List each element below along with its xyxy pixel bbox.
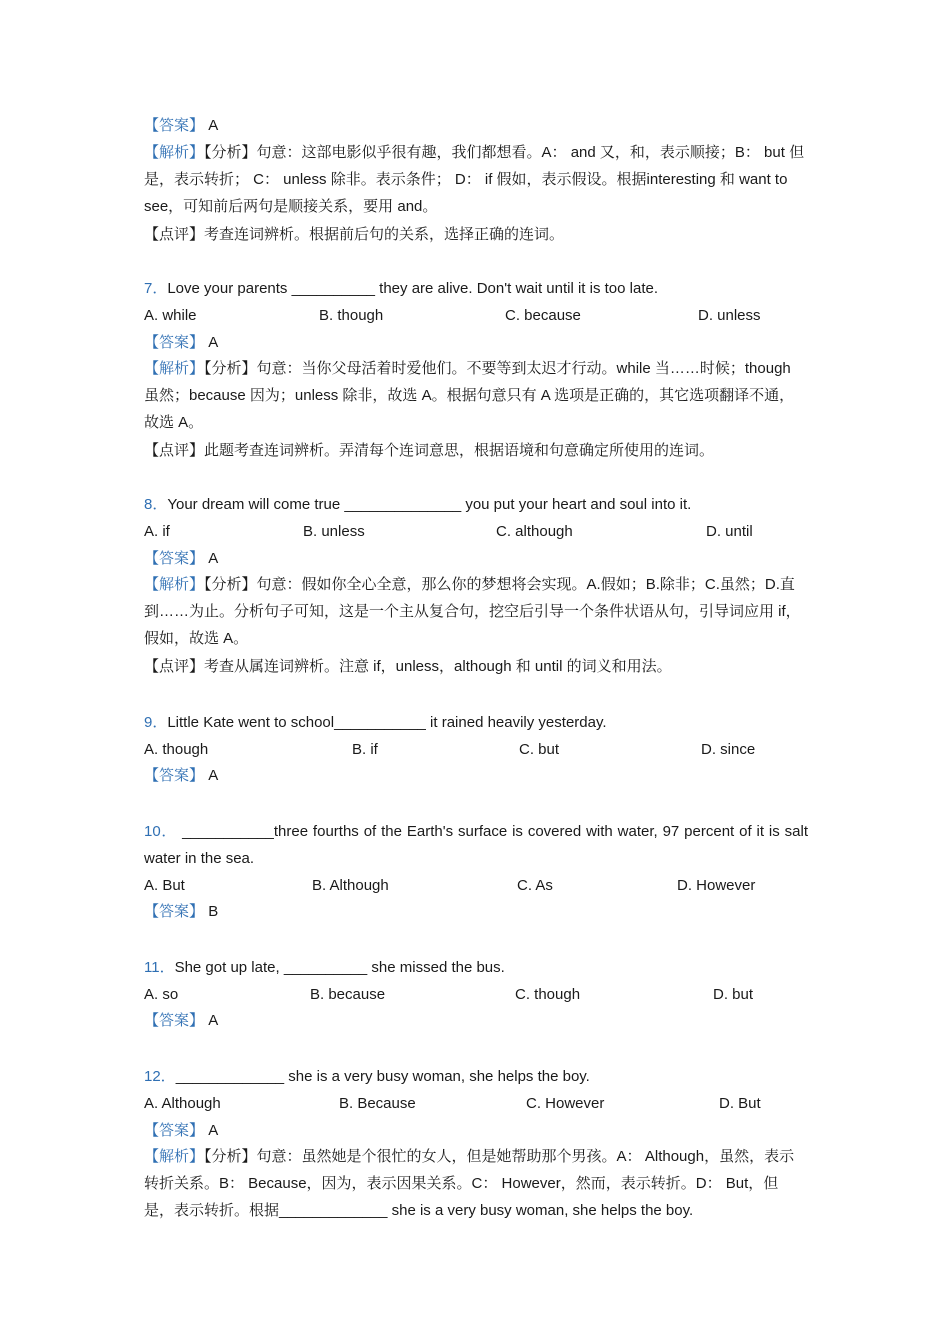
answer-value: A — [208, 1012, 219, 1029]
option-d: D. unless — [698, 307, 761, 324]
answer-tag: 【答案】 — [144, 903, 205, 920]
option-c: C. but — [519, 741, 560, 758]
question-9-options — [144, 740, 808, 760]
option-c: C. because — [505, 307, 581, 324]
analysis-paragraph — [144, 571, 808, 652]
answer-value: A — [208, 550, 219, 567]
analysis-tag: 【解析】 — [144, 360, 205, 377]
question-10-stem — [144, 818, 808, 872]
question-text: _____________ she is a very busy woman, she helps the boy. — [175, 1068, 590, 1085]
answer-value: A — [208, 117, 219, 134]
option-d: D. But — [719, 1095, 761, 1112]
question-number: 11． — [144, 959, 175, 976]
question-10-options — [144, 876, 808, 896]
question-7-options — [144, 306, 808, 326]
question-8-stem — [144, 495, 691, 515]
analysis-text: 【分析】句意：虽然她是个很忙的女人，但是她帮助那个男孩。A： Although，虽然，表示转折关系。B： Because，因为，表示因果关系。C： However，然而，表示转折。D： But，但是，表示转折。根据_____________ she is a very busy woman, she helps the boy. — [144, 1148, 795, 1219]
answer-tag: 【答案】 — [144, 550, 205, 567]
analysis-tag: 【解析】 — [144, 144, 205, 161]
comment-line: 【点评】此题考查连词辨析。弄清每个连词意思，根据语境和句意确定所使用的连词。 — [144, 442, 715, 459]
option-c: C. However — [526, 1095, 605, 1112]
analysis-text: 【分析】句意：当你父母活着时爱他们。不要等到太迟才行动。while 当……时候；though 虽然；because 因为；unless 除非，故选 A。根据句意只有 A 选项是正确的，其它选项翻译不通，故选 A。 — [144, 360, 795, 431]
option-b: B. because — [310, 986, 386, 1003]
option-a: A. if — [144, 523, 170, 540]
question-11-stem — [144, 958, 505, 978]
analysis-text: 【分析】句意：这部电影似乎很有趣，我们都想看。A： and 又，和，表示顺接；B： but 但是，表示转折； C： unless 除非。表示条件； D： if 假如，表示假设。根据interesting 和 want to see，可知前后两句是顺接关系，要用 and。 — [144, 144, 805, 215]
analysis-paragraph — [144, 1143, 808, 1224]
question-number: 8． — [144, 496, 168, 513]
answer-value: A — [208, 767, 219, 784]
option-c: C. though — [515, 986, 581, 1003]
answer-tag: 【答案】 — [144, 1122, 205, 1139]
question-text: ___________three fourths of the Earth's surface is covered with water, 97 percent of it is salt water in the sea. — [144, 823, 809, 867]
option-c: C. As — [517, 877, 553, 894]
answer-line — [144, 1011, 218, 1031]
option-b: B. Because — [339, 1095, 416, 1112]
question-number: 10． — [144, 823, 178, 840]
answer-tag: 【答案】 — [144, 117, 205, 134]
analysis-paragraph — [144, 139, 808, 220]
question-11-options — [144, 985, 808, 1005]
answer-line — [144, 116, 218, 136]
option-a: A. though — [144, 741, 209, 758]
option-a: A. while — [144, 307, 197, 324]
analysis-text: 【分析】句意：假如你全心全意，那么你的梦想将会实现。A.假如；B.除非；C.虽然；D.直到……为止。分析句子可知，这是一个主从复合句，挖空后引导一个条件状语从句，引导词应用 if，假如，故选 A。 — [144, 576, 801, 647]
question-8-options — [144, 522, 808, 542]
question-text: Little Kate went to school___________ it rained heavily yesterday. — [167, 714, 607, 731]
answer-line — [144, 766, 218, 786]
option-a: A. Although — [144, 1095, 221, 1112]
question-12-options — [144, 1094, 808, 1114]
option-a: A. But — [144, 877, 185, 894]
option-b: B. Although — [312, 877, 389, 894]
question-number: 7． — [144, 280, 168, 297]
option-b: B. unless — [303, 523, 365, 540]
comment-line: 【点评】考查从属连词辨析。注意 if，unless，although 和 until 的词义和用法。 — [144, 658, 672, 675]
answer-line — [144, 902, 218, 922]
question-7-stem — [144, 279, 658, 299]
option-a: A. so — [144, 986, 179, 1003]
question-number: 9． — [144, 714, 168, 731]
question-number: 12． — [144, 1068, 176, 1085]
answer-value: A — [208, 334, 219, 351]
question-9-stem — [144, 713, 607, 733]
answer-line — [144, 549, 218, 569]
answer-line — [144, 333, 218, 353]
analysis-tag: 【解析】 — [144, 576, 205, 593]
option-b: B. if — [352, 741, 378, 758]
answer-line — [144, 1121, 218, 1141]
option-d: D. until — [706, 523, 753, 540]
option-d: D. since — [701, 741, 756, 758]
comment-line: 【点评】考查连词辨析。根据前后句的关系，选择正确的连词。 — [144, 226, 565, 243]
analysis-tag: 【解析】 — [144, 1148, 205, 1165]
question-text: Love your parents __________ they are alive. Don't wait until it is too late. — [167, 280, 659, 297]
option-d: D. However — [677, 877, 756, 894]
answer-tag: 【答案】 — [144, 767, 205, 784]
option-d: D. but — [713, 986, 754, 1003]
answer-tag: 【答案】 — [144, 1012, 205, 1029]
question-text: Your dream will come true ______________ you put your heart and soul into it. — [167, 496, 692, 513]
option-c: C. although — [496, 523, 573, 540]
option-b: B. though — [319, 307, 384, 324]
answer-value: A — [208, 1122, 219, 1139]
answer-value: B — [208, 903, 219, 920]
answer-tag: 【答案】 — [144, 334, 205, 351]
analysis-paragraph — [144, 355, 808, 436]
question-text: She got up late, __________ she missed the bus. — [174, 959, 505, 976]
question-12-stem — [144, 1067, 590, 1087]
